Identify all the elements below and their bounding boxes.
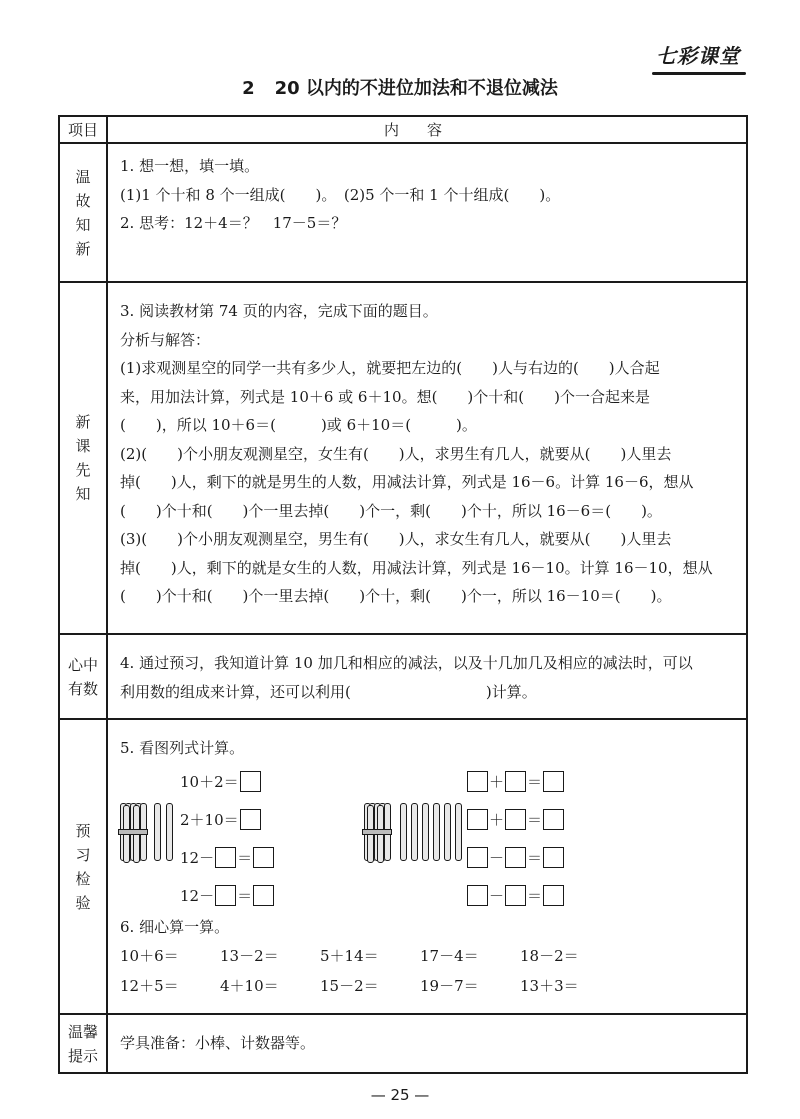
calc-item: 13＋3＝ xyxy=(520,977,579,995)
right-equation-4: － ＝ xyxy=(466,885,565,907)
section-preview-content xyxy=(107,282,747,634)
header-item: 项目 xyxy=(59,116,107,143)
left-equation-3: 12－ ＝ xyxy=(180,847,275,869)
brand-logo: 七彩课堂 xyxy=(656,40,740,69)
calc-item: 19－7＝ xyxy=(420,977,479,995)
answer-box[interactable] xyxy=(505,885,526,906)
section-review-row xyxy=(59,143,747,282)
section-preview-row xyxy=(59,282,747,634)
section-review-content xyxy=(107,143,747,282)
single-stick-icon xyxy=(433,803,440,861)
answer-box[interactable] xyxy=(467,771,488,792)
preview-line: 掉( )人，剩下的就是女生的人数，用减法计算，列式是 16－10。计算 16－10，想从 xyxy=(120,558,713,577)
page-title xyxy=(0,74,800,100)
answer-box[interactable] xyxy=(543,885,564,906)
tip-text: 学具准备：小棒、计数器等。 xyxy=(120,1034,316,1053)
preview-line: ( )个十和( )个一里去掉( )个一，剩( )个十，所以 16－6＝( )。 xyxy=(120,501,662,520)
worksheet-table xyxy=(58,115,748,1074)
left-equation-4: 12－ ＝ xyxy=(180,885,275,907)
answer-box[interactable] xyxy=(467,809,488,830)
left-equation-1: 10＋2＝ xyxy=(180,771,262,793)
calc-item: 13－2＝ xyxy=(220,947,279,965)
table-header-row xyxy=(59,116,747,143)
answer-box[interactable] xyxy=(215,847,236,868)
single-stick-icon xyxy=(166,803,173,861)
section-tip-content xyxy=(107,1014,747,1073)
answer-box[interactable] xyxy=(215,885,236,906)
answer-box[interactable] xyxy=(240,771,261,792)
answer-box[interactable] xyxy=(505,809,526,830)
section-check-label: 预习检验 xyxy=(59,719,107,1014)
calc-item: 18－2＝ xyxy=(520,947,579,965)
calc-item: 4＋10＝ xyxy=(220,977,279,995)
answer-box[interactable] xyxy=(467,847,488,868)
knowing-line: 4. 通过预习，我知道计算 10 加几和相应的减法，以及十几加几及相应的减法时，可以 xyxy=(120,654,693,672)
answer-box[interactable] xyxy=(253,847,274,868)
page-number: — 25 — xyxy=(370,1086,430,1104)
answer-box[interactable] xyxy=(467,885,488,906)
section-tip-label: 温馨提示 xyxy=(59,1014,107,1073)
preview-line: (1)求观测星空的同学一共有多少人，就要把左边的( )人与右边的( )人合起 xyxy=(120,359,660,377)
calc-item: 5＋14＝ xyxy=(320,947,379,965)
calc-item: 12＋5＝ xyxy=(120,977,179,995)
answer-box[interactable] xyxy=(253,885,274,906)
left-equation-2: 2＋10＝ xyxy=(180,809,262,831)
section-check-content xyxy=(107,719,747,1014)
right-equation-2: ＋ ＝ xyxy=(466,809,565,831)
preview-line: (2)( )个小朋友观测星空，女生有( )人，求男生有几人，就要从( )人里去 xyxy=(120,444,672,463)
preview-line: ( )，所以 10＋6＝( )或 6＋10＝( )。 xyxy=(120,416,477,434)
preview-line: (3)( )个小朋友观测星空，男生有( )人，求女生有几人，就要从( )人里去 xyxy=(120,530,672,548)
preview-line: 分析与解答： xyxy=(120,330,211,349)
single-stick-icon xyxy=(444,803,451,861)
section-knowing-label: 心中有数 xyxy=(59,634,107,719)
section-review-label: 温故知新 xyxy=(59,143,107,282)
review-line: (1)1 个十和 8 个一组成( )。 (2)5 个一和 1 个十组成( )。 xyxy=(120,185,561,204)
answer-box[interactable] xyxy=(543,809,564,830)
answer-box[interactable] xyxy=(505,771,526,792)
review-line: 2. 思考：12＋4＝？ 17－5＝？ xyxy=(120,214,347,232)
single-stick-icon xyxy=(411,803,418,861)
answer-box[interactable] xyxy=(505,847,526,868)
q6-title: 6. 细心算一算。 xyxy=(120,917,230,936)
section-preview-label: 新课先知 xyxy=(59,282,107,634)
calc-item: 10＋6＝ xyxy=(120,947,179,965)
review-line: 1. 想一想，填一填。 xyxy=(120,157,260,175)
calc-grid xyxy=(120,941,734,1001)
q5-title: 5. 看图列式计算。 xyxy=(120,739,245,757)
section-tip-row xyxy=(59,1014,747,1073)
section-knowing-row xyxy=(59,634,747,719)
preview-line: 3. 阅读教材第 74 页的内容，完成下面的题目。 xyxy=(120,302,438,320)
header-content: 内容 xyxy=(107,116,747,143)
section-knowing-content xyxy=(107,634,747,719)
answer-box[interactable] xyxy=(543,847,564,868)
single-stick-icon xyxy=(154,803,161,861)
knowing-line: 利用数的组成来计算，还可以利用( )计算。 xyxy=(120,682,537,701)
calc-item: 15－2＝ xyxy=(320,977,379,995)
right-equation-3: － ＝ xyxy=(466,847,565,869)
answer-box[interactable] xyxy=(240,809,261,830)
answer-box[interactable] xyxy=(543,771,564,792)
single-stick-icon xyxy=(422,803,429,861)
title-number: 2 xyxy=(242,78,255,99)
single-stick-icon xyxy=(455,803,462,861)
section-check-row xyxy=(59,719,747,1014)
calc-item: 17－4＝ xyxy=(420,947,479,965)
right-equation-1: ＋ ＝ xyxy=(466,771,565,793)
title-text: 20 以内的不进位加法和不退位减法 xyxy=(274,78,558,99)
single-stick-icon xyxy=(400,803,407,861)
preview-line: ( )个十和( )个一里去掉( )个十，剩( )个一，所以 16－10＝( )。 xyxy=(120,587,672,605)
preview-line: 掉( )人，剩下的就是男生的人数，用减法计算，列式是 16－6。计算 16－6，想从 xyxy=(120,473,694,491)
picture-equations xyxy=(120,763,734,913)
preview-line: 来，用加法计算，列式是 10＋6 或 6＋10。想( )个十和( )个一合起来是 xyxy=(120,387,650,406)
